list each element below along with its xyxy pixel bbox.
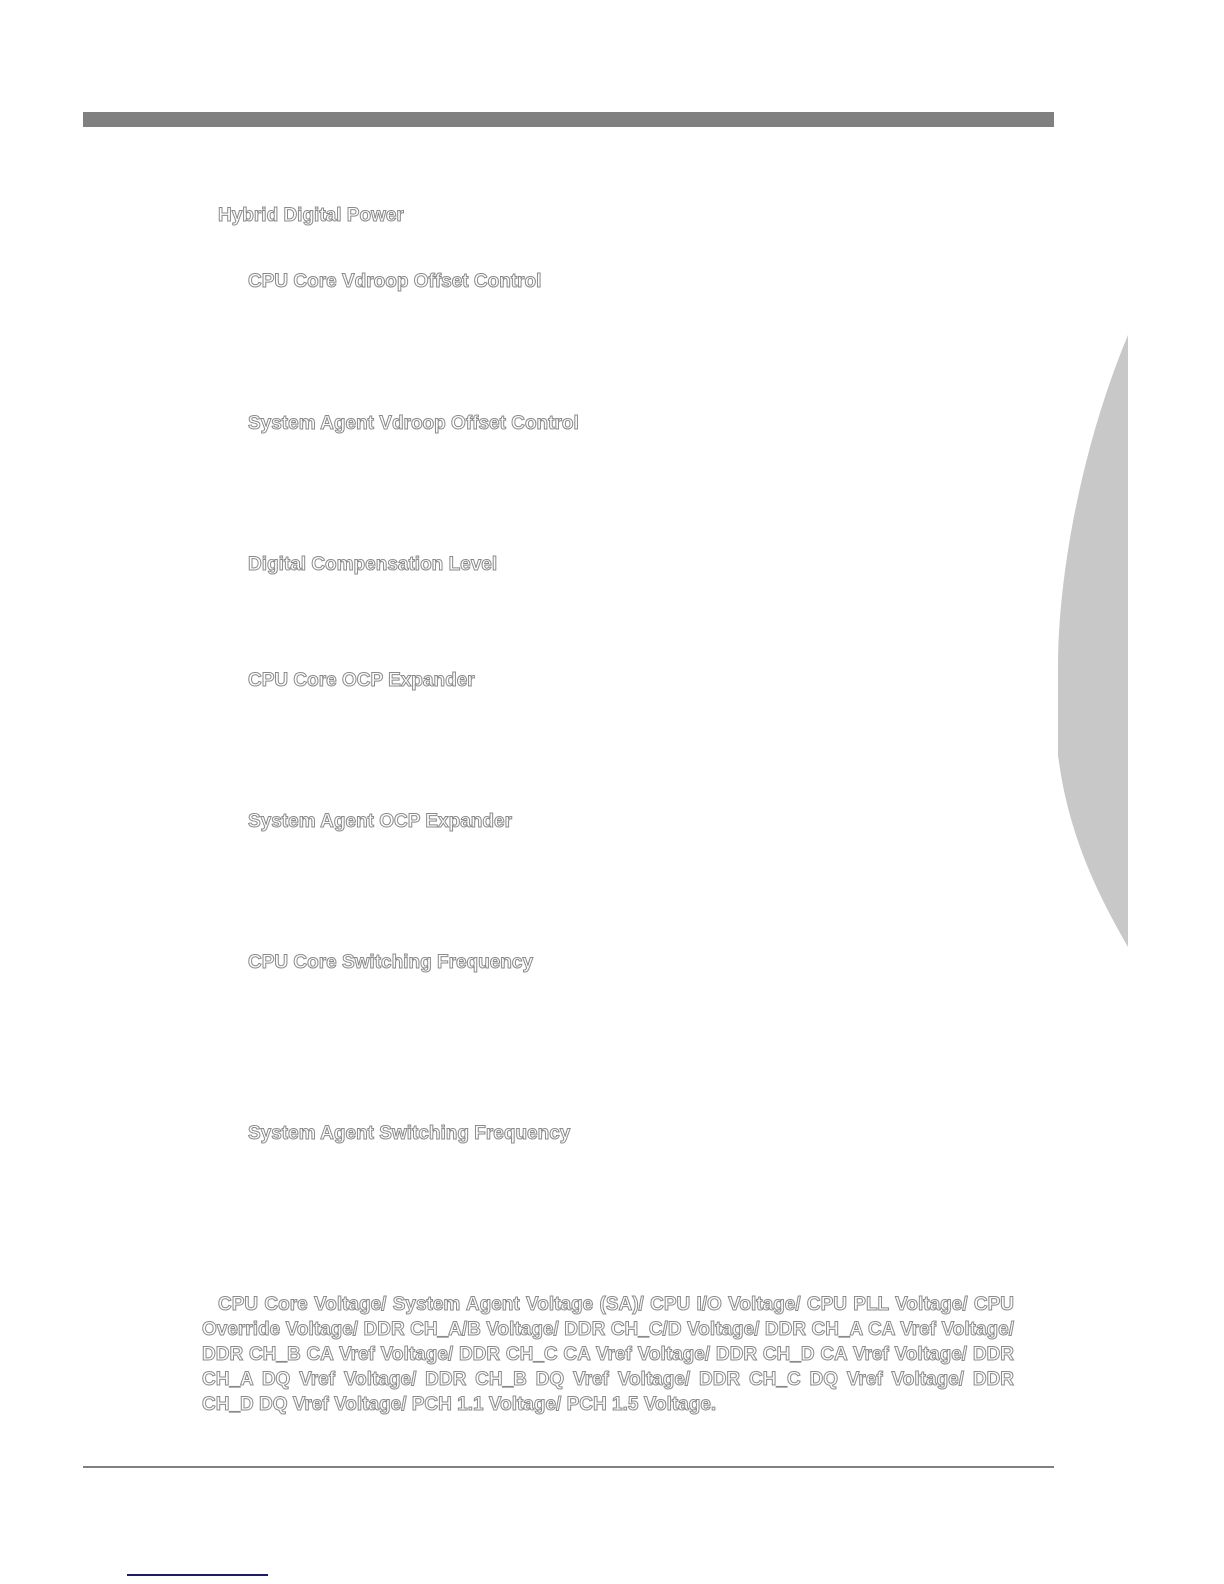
header-bar: [83, 112, 1054, 127]
setting-sa-switching-frequency: System Agent Switching Frequency: [248, 1123, 571, 1144]
section-title: Hybrid Digital Power: [218, 205, 404, 226]
setting-cpu-core-switching-frequency: CPU Core Switching Frequency: [248, 952, 534, 973]
setting-sa-vdroop-offset: System Agent Vdroop Offset Control: [248, 413, 579, 434]
chapter-tab: [1058, 335, 1138, 947]
voltage-settings-paragraph: CPU Core Voltage/ System Agent Voltage (SA)/ CPU I/O Voltage/ CPU PLL Voltage/ CPU Override Voltage/ DDR CH_A/B Voltage/ DDR CH_C/D Voltage/ DDR CH_A CA Vref Voltage/ DDR CH_B CA Vref Voltage/ DDR CH_C CA Vref Voltage/ DDR CH_D CA Vref Voltage/ DDR CH_A DQ Vref Voltage/ DDR CH_B DQ Vref Voltage/ DDR CH_C DQ Vref Voltage/ DDR CH_D DQ Vref Voltage/ PCH 1.1 Voltage/ PCH 1.5 Voltage.: [202, 1294, 1014, 1415]
setting-cpu-core-ocp-expander: CPU Core OCP Expander: [248, 670, 475, 691]
setting-cpu-core-vdroop-offset: CPU Core Vdroop Offset Control: [248, 271, 542, 292]
footer-divider: [83, 1466, 1054, 1468]
setting-digital-compensation-level: Digital Compensation Level: [248, 554, 498, 575]
setting-sa-ocp-expander: System Agent OCP Expander: [248, 811, 512, 832]
footer-link-underline: [127, 1574, 268, 1576]
